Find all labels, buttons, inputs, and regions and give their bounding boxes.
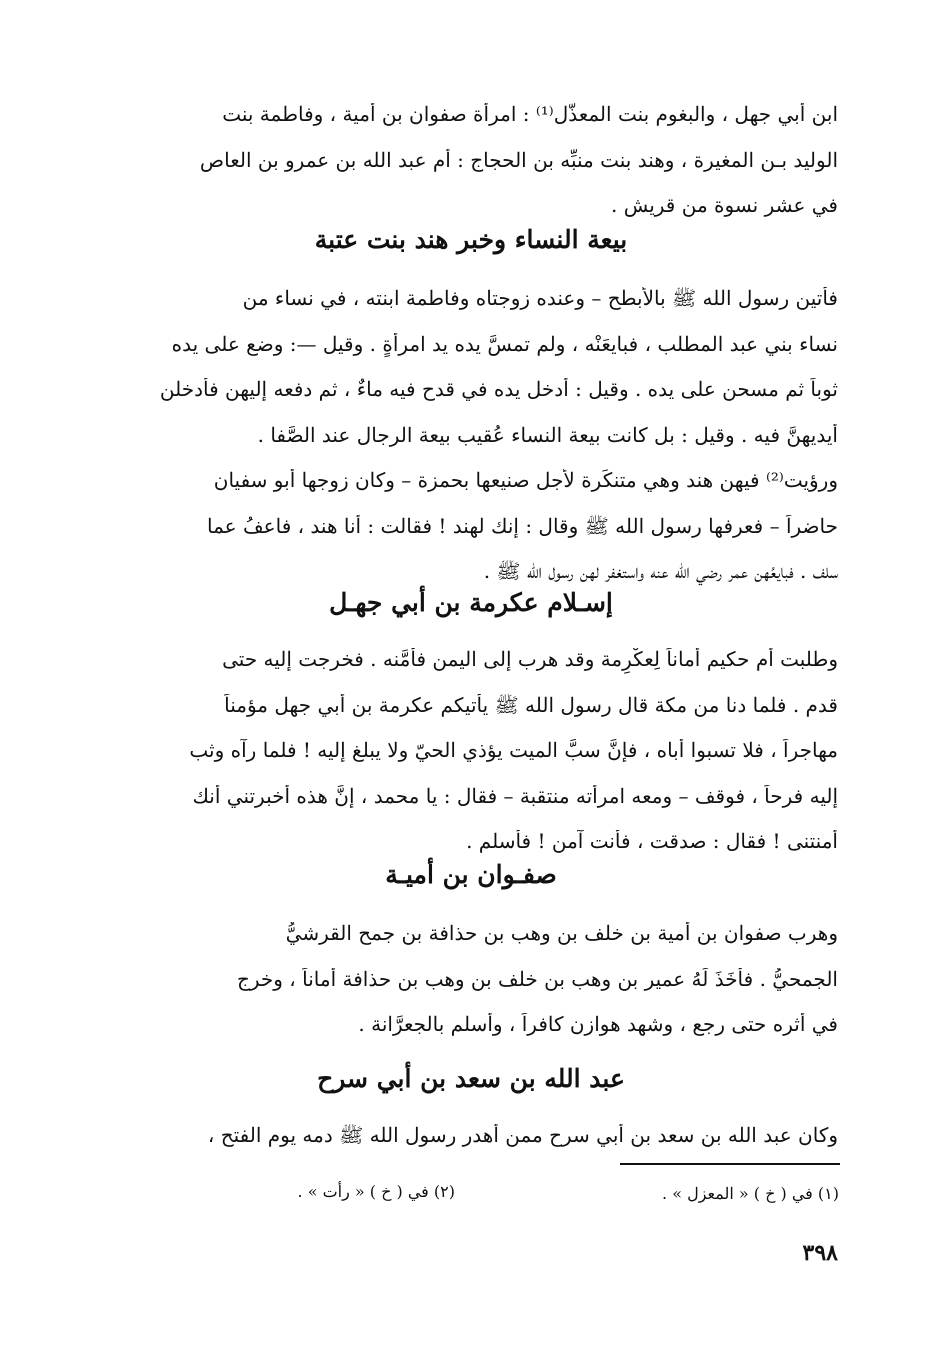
text-line: ابن أبي جهل ، والبغوم بنت المعذَّل⁽¹⁾ : امرأة صفوان بن أمية ، وفاطمة بنت	[222, 103, 838, 126]
text-line: ورؤيت⁽²⁾ فيهن هند وهي متنكِّرة لأجل صنيعها بحمزة – وكان زوجها أبو سفيان	[213, 469, 838, 492]
text-line: مهاجراً ، فلا تسبوا أباه ، فإنَّ سبَّ الميت يؤذي الحيّ ولا يبلغ إليه ! فلما رآه وثب	[189, 739, 838, 762]
heading-abdullah: عبد الله بن سعد بن أبي سرح	[317, 1064, 625, 1093]
footnote-1: (١) في ( خ ) « المعزل » .	[662, 1184, 839, 1203]
text-line: نساء بني عبد المطلب ، فبايعَنْه ، ولم تمسَّ يده يد امرأةٍ . وقيل —: وضع على يده	[171, 332, 838, 356]
text-line: وكان عبد الله بن سعد بن أبي سرح ممن أهدر رسول الله ﷺ دمه يوم الفتح ،	[207, 1124, 838, 1147]
text-line: وهرب صفوان بن أمية بن خلف بن وهب بن حذافة بن جمح القرشيُّ	[285, 922, 838, 945]
heading-safwan: صفـوان بن أميـة	[385, 860, 557, 889]
text-line: فأتين رسول الله ﷺ بالأبطح – وعنده زوجتاه وفاطمة ابنته ، في نساء من	[242, 287, 838, 310]
page-number: ٣٩٨	[802, 1240, 838, 1266]
footnote-2: (٢) في ( خ ) « رأت » .	[297, 1182, 455, 1201]
text-line: ثوباً ثم مسحن على يده . وقيل : أدخل يده في قدح فيه ماءٌ ، ثم دفعه إليهن فأدخلن	[159, 378, 838, 401]
text-line: وطلبت أم حكيم أماناً لِعكْرِمة وقد هرب إلى اليمن فأمَّنه . فخرجت إليه حتى	[222, 648, 838, 671]
text-line: إليه فرحاً ، فوقف – ومعه امرأته منتقبة – فقال : يا محمد ، إنَّ هذه أخبرتني أنك	[192, 784, 838, 808]
text-line: في أثره حتى رجع ، وشهد هوازن كافراً ، وأسلم بالجعرَّانة .	[358, 1013, 838, 1036]
footnote-divider	[620, 1163, 840, 1165]
heading-ikrima: إسـلام عكرمة بن أبي جهـل	[329, 588, 613, 617]
ikrima-paragraph	[104, 648, 838, 876]
intro-paragraph	[104, 103, 838, 240]
text-line: الوليد بـن المغيرة ، وهند بنت منبِّه بن الحجاج : أم عبد الله بن عمرو بن العاص	[199, 148, 838, 172]
safwan-paragraph	[104, 922, 838, 1059]
text-line: أمنتنى ! فقال : صدقت ، فأنت آمن ! فأسلم .	[466, 830, 838, 853]
text-line: سلف . فبايعُهن عمر رضي الله عنه واستغفر لهن رسول الله ﷺ .	[483, 560, 838, 583]
heading-women-pledge: بيعة النساء وخبر هند بنت عتبة	[314, 225, 628, 254]
text-line: أيديهنَّ فيه . وقيل : بل كانت بيعة النساء عُقيب بيعة الرجال عند الصَّفا .	[257, 423, 838, 447]
women-paragraph	[104, 287, 838, 606]
text-line: الجمحيُّ . فأَخَذَ لَهُ عمير بن وهب بن خلف بن وهب بن حذافة أماناً ، وخرج	[236, 967, 838, 991]
text-line: في عشر نسوة من قريش .	[610, 194, 838, 217]
text-line: حاضراً – فعرفها رسول الله ﷺ وقال : إنك لهند ! فقالت : أنا هند ، فاعفُ عما	[207, 514, 838, 538]
text-line: قدم . فلما دنا من مكة قال رسول الله ﷺ يأتيكم عكرمة بن أبي جهل مؤمناً	[224, 693, 838, 717]
